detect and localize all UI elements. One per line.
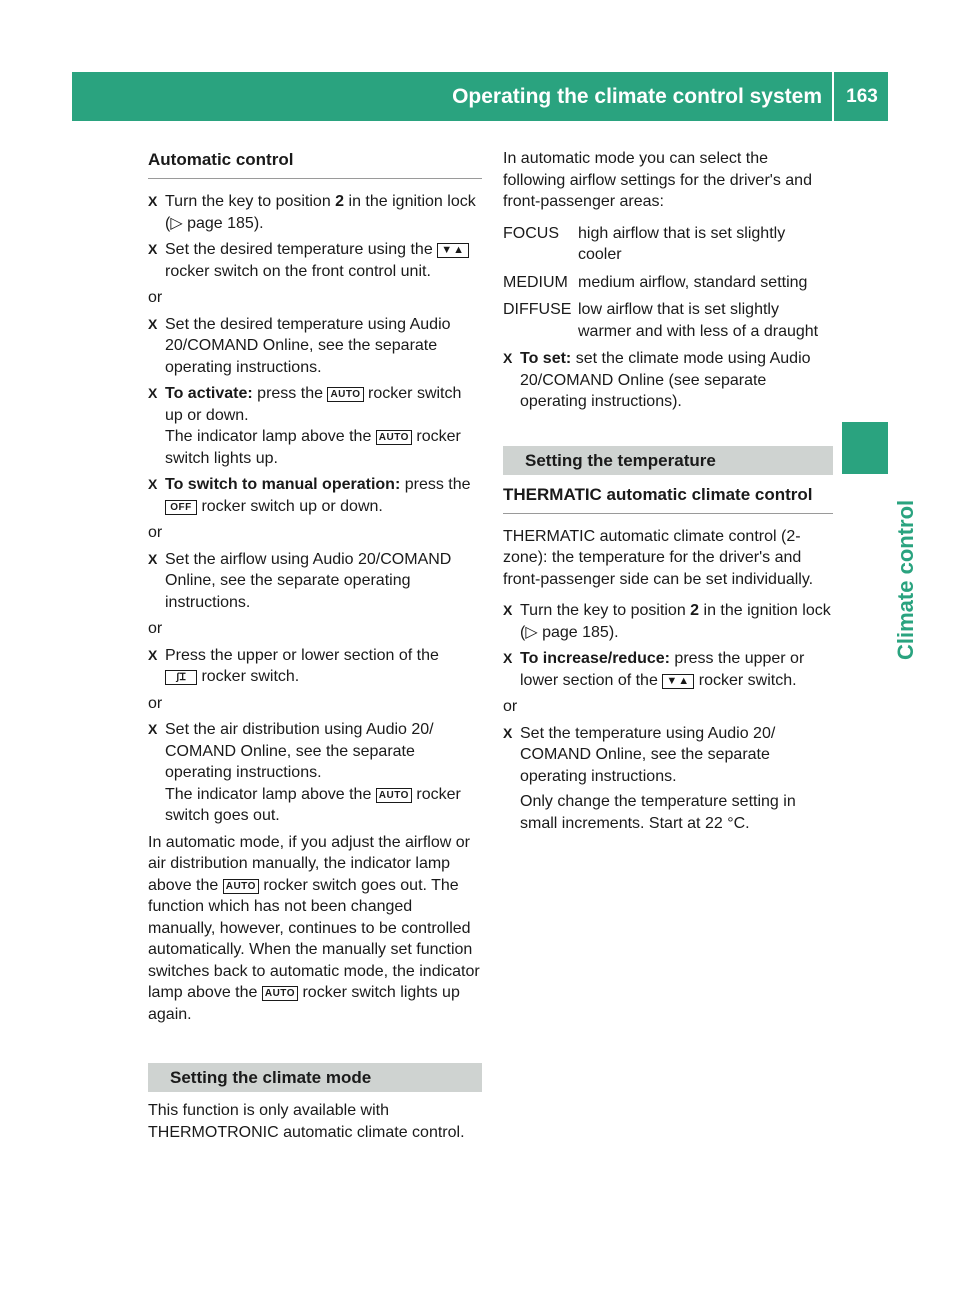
definition-medium: MEDIUM medium airflow, standard setting <box>503 273 808 291</box>
step-set-airflow: X Set the airflow using Audio 20/COMAND Online, see the separate operating instructions. <box>148 550 452 611</box>
left-column <box>148 148 482 1153</box>
step-marker-icon: X <box>148 193 158 209</box>
step-set-temperature-audio-right: X Set the temperature using Audio 20/ COMAND Online, see the separate operating instructions. Only change the temperature setting in small increments. Start at 22 °C. <box>503 724 796 832</box>
header-bar <box>72 72 888 121</box>
step-manual-operation: X To switch to manual operation: press the OFF rocker switch up or down. <box>148 476 471 515</box>
or-separator: or <box>148 620 163 637</box>
step-activate: X To activate: press the AUTO rocker switch up or down. The indicator lamp above the AUTO rocker switch lights up. <box>148 385 462 467</box>
step-marker-icon: X <box>148 646 158 663</box>
automatic-mode-paragraph: In automatic mode, if you adjust the airflow or air distribution manually, the indicator lamp above the AUTO rocker switch goes out. The function which has not been changed manually, however, continues to be controlled automatically. When the manually set function switches back to automatic mode, the indicator lamp above the AUTO rocker switch lights up again. <box>148 833 480 1023</box>
or-separator: or <box>148 524 163 541</box>
or-separator: or <box>503 698 518 715</box>
temperature-switch-icon: ▼▲ <box>437 243 469 258</box>
airflow-intro: In automatic mode you can select the following airflow settings for the driver's and front-passenger areas: <box>503 150 812 210</box>
page-number: 163 <box>846 86 878 107</box>
step-marker-icon: X <box>503 724 513 741</box>
step-set-climate-mode: X To set: set the climate mode using Audio 20/COMAND Online (see separate operating instructions). <box>503 350 811 410</box>
step-set-air-distribution: X Set the air distribution using Audio 20/ COMAND Online, see the separate operating instructions. The indicator lamp above the AUTO rocker switch goes out. <box>148 721 461 824</box>
page-ref-icon: ▷ <box>170 214 183 232</box>
step-marker-icon: X <box>503 350 513 366</box>
step-marker-icon: X <box>148 315 158 332</box>
heading-climate-mode: Setting the climate mode <box>148 1063 482 1092</box>
auto-switch-icon: AUTO <box>223 879 259 894</box>
definition-diffuse: DIFFUSE low airflow that is set slightly warmer and with less of a draught <box>503 301 819 340</box>
or-separator: or <box>148 694 163 712</box>
fan-off-switch-icon: OFF <box>165 500 197 515</box>
climate-mode-paragraph: This function is only available with THERMOTRONIC automatic climate control. <box>148 1102 465 1141</box>
definition-focus: FOCUS high airflow that is set slightly cooler <box>503 224 786 263</box>
page-title: Operating the climate control system <box>72 72 834 121</box>
step-increase-reduce: X To increase/reduce: press the upper or lower section of the ▼▲ rocker switch. <box>503 650 805 689</box>
temperature-switch-icon: ▼▲ <box>662 674 694 689</box>
section-label: Climate control <box>893 499 918 660</box>
thermatic-paragraph: THERMATIC automatic climate control (2-zone): the temperature for the driver's and front-passenger side can be set individually. <box>503 527 814 588</box>
step-set-temperature-audio: X Set the desired temperature using Audio 20/COMAND Online, see the separate operating instructions. <box>148 315 451 376</box>
step-set-temperature: X Set the desired temperature using the ▼▲ rocker switch on the front control unit. <box>148 239 482 282</box>
auto-switch-icon: AUTO <box>376 788 412 803</box>
or-separator: or <box>148 289 163 306</box>
air-distribution-switch-icon: ʃꞮ <box>165 670 197 685</box>
auto-switch-icon: AUTO <box>376 430 412 445</box>
heading-setting-temperature: Setting the temperature <box>503 446 833 475</box>
step-marker-icon: X <box>148 550 158 567</box>
page-ref-icon: ▷ <box>525 623 538 641</box>
step-marker-icon: X <box>148 476 158 492</box>
step-marker-icon: X <box>503 650 513 666</box>
step-marker-icon: X <box>148 241 158 257</box>
step-marker-icon: X <box>148 385 158 401</box>
step-marker-icon: X <box>503 602 513 618</box>
section-tab <box>842 422 888 474</box>
step-marker-icon: X <box>148 721 158 737</box>
heading-thermatic: THERMATIC automatic climate control <box>503 483 833 514</box>
heading-automatic-control: Automatic control <box>148 148 482 179</box>
auto-switch-icon: AUTO <box>327 387 363 402</box>
auto-switch-icon: AUTO <box>262 986 298 1001</box>
step-turn-key: X Turn the key to position 2 in the ignition lock (▷ page 185). <box>148 193 476 232</box>
step-turn-key-temp: X Turn the key to position 2 in the ignition lock (▷ page 185). <box>503 602 831 641</box>
step-press-air-distribution: X Press the upper or lower section of the ʃꞮ rocker switch. <box>148 646 439 685</box>
right-column <box>503 148 833 839</box>
